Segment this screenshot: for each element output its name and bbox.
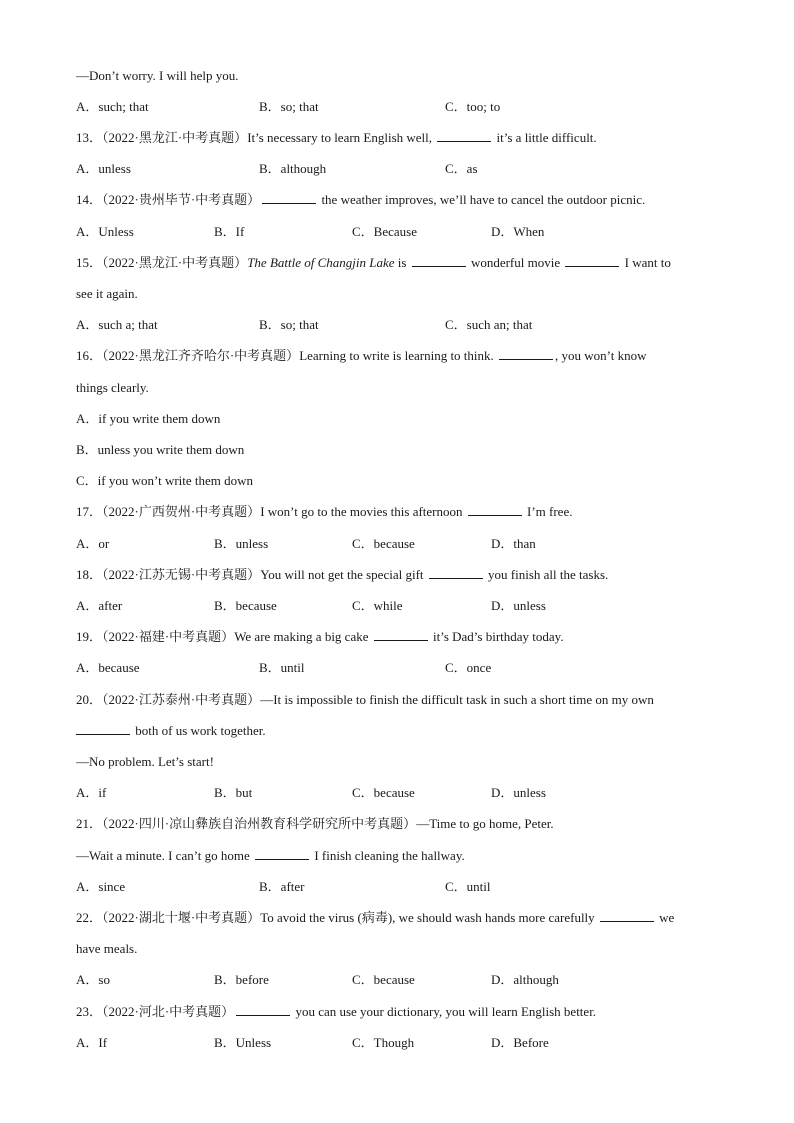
question-18 [76, 567, 608, 583]
movie-title: The Battle of Changjin Lake [247, 255, 395, 270]
question-text: —Time to go home, Peter. [416, 816, 554, 831]
option-b: B．unless you write them down [76, 442, 245, 457]
question-19 [76, 629, 564, 645]
option-b: B．so; that [259, 99, 319, 114]
option-c: C．because [352, 536, 415, 551]
question-text: —It is impossible to finish the difficult task in such a short time on my own [260, 692, 654, 707]
question-text: I want to [624, 255, 671, 270]
option-b: B．Unless [214, 1035, 272, 1050]
option-b: B．If [214, 224, 245, 239]
answer-blank [600, 910, 654, 922]
option-a: A．if [76, 785, 107, 800]
option-b: B．because [214, 598, 277, 613]
question-number: 22． [76, 910, 103, 925]
question-text: is [397, 255, 407, 270]
question-22 [76, 910, 674, 926]
option-d: D．unless [491, 598, 546, 613]
option-a: A．if you write them down [76, 411, 221, 426]
option-d: D．When [491, 224, 545, 239]
option-d: D．although [491, 972, 559, 987]
question-source: （2022·广西贺州·中考真题） [102, 504, 261, 519]
question-number: 20． [76, 692, 103, 707]
answer-blank [255, 848, 309, 860]
option-c: C．Though [352, 1035, 415, 1050]
question-text: It’s necessary to learn English well, [247, 130, 433, 145]
question-12-continuation: —Don’t worry. I will help you. [76, 68, 239, 83]
question-text: we [659, 910, 675, 925]
question-16 [76, 348, 647, 364]
answer-blank [236, 1004, 290, 1016]
answer-blank [499, 348, 553, 360]
option-c: C．until [445, 879, 491, 894]
option-b: B．unless [214, 536, 269, 551]
answer-blank [565, 255, 619, 267]
option-c: C．because [352, 972, 415, 987]
option-a: A．after [76, 598, 123, 613]
question-text: I’m free. [527, 504, 573, 519]
question-23 [76, 1004, 596, 1020]
answer-blank [262, 192, 316, 204]
question-21-line-2 [76, 848, 465, 864]
question-17 [76, 504, 572, 520]
question-source: （2022·河北·中考真题） [102, 1004, 235, 1019]
option-d: D．than [491, 536, 536, 551]
question-text: You will not get the special gift [260, 567, 424, 582]
option-a: A．so [76, 972, 110, 987]
question-text: To avoid the virus (病毒), we should wash hands more carefully [260, 910, 595, 925]
option-c: C．because [352, 785, 415, 800]
question-20 [76, 692, 654, 708]
option-c: C．Because [352, 224, 417, 239]
question-text: both of us work together. [135, 723, 266, 738]
question-number: 16． [76, 348, 103, 363]
question-number: 17． [76, 504, 103, 519]
option-b: B．but [214, 785, 253, 800]
option-b: B．so; that [259, 317, 319, 332]
option-c: C．once [445, 660, 492, 675]
option-c: C．while [352, 598, 403, 613]
option-a: A．Unless [76, 224, 134, 239]
option-c: C．such an; that [445, 317, 533, 332]
option-a: A．such; that [76, 99, 149, 114]
question-source: （2022·黑龙江齐齐哈尔·中考真题） [102, 348, 300, 363]
option-b: B．although [259, 161, 327, 176]
question-number: 13． [76, 130, 103, 145]
question-text: the weather improves, we’ll have to cancel the outdoor picnic. [321, 192, 646, 207]
answer-blank [429, 567, 483, 579]
answer-blank [437, 130, 491, 142]
option-a: A．or [76, 536, 110, 551]
question-text: you can use your dictionary, you will learn English better. [295, 1004, 597, 1019]
question-15 [76, 255, 671, 271]
question-20-line-3: —No problem. Let’s start! [76, 754, 214, 769]
question-20-line-2 [76, 723, 266, 739]
question-source: （2022·湖北十堰·中考真题） [102, 910, 261, 925]
question-22-line-2: have meals. [76, 941, 138, 956]
option-b: B．until [259, 660, 305, 675]
question-source: （2022·江苏泰州·中考真题） [102, 692, 261, 707]
question-source: （2022·福建·中考真题） [102, 629, 235, 644]
option-d: D．Before [491, 1035, 549, 1050]
question-16-line-2: things clearly. [76, 380, 149, 395]
question-text: it’s Dad’s birthday today. [433, 629, 564, 644]
option-b: B．after [259, 879, 305, 894]
question-number: 15． [76, 255, 103, 270]
answer-blank [76, 723, 130, 735]
question-source: （2022·江苏无锡·中考真题） [102, 567, 261, 582]
option-c: C．as [445, 161, 478, 176]
question-number: 14． [76, 192, 103, 207]
question-text: wonderful movie [470, 255, 561, 270]
question-13 [76, 130, 597, 146]
question-number: 21． [76, 816, 103, 831]
option-b: B．before [214, 972, 269, 987]
question-text: it’s a little difficult. [496, 130, 597, 145]
question-source: （2022·黑龙江·中考真题） [102, 130, 248, 145]
question-text: you finish all the tasks. [488, 567, 609, 582]
question-number: 18． [76, 567, 103, 582]
question-14 [76, 192, 645, 208]
option-c: C．if you won’t write them down [76, 473, 254, 488]
question-source: （2022·贵州毕节·中考真题） [102, 192, 261, 207]
question-text: I won’t go to the movies this afternoon [260, 504, 463, 519]
question-21 [76, 816, 554, 832]
question-15-line-2: see it again. [76, 286, 138, 301]
question-source: （2022·黑龙江·中考真题） [102, 255, 248, 270]
option-c: C．too; to [445, 99, 501, 114]
question-number: 19． [76, 629, 103, 644]
question-number: 23． [76, 1004, 103, 1019]
answer-blank [412, 255, 466, 267]
question-text: We are making a big cake [234, 629, 369, 644]
answer-blank [468, 504, 522, 516]
question-text: —Wait a minute. I can’t go home [76, 848, 250, 863]
option-a: A．such a; that [76, 317, 158, 332]
option-a: A．If [76, 1035, 108, 1050]
answer-blank [374, 629, 428, 641]
option-a: A．unless [76, 161, 131, 176]
question-source: （2022·四川·凉山彝族自治州教育科学研究所中考真题） [102, 816, 417, 831]
option-a: A．since [76, 879, 126, 894]
question-text: I finish cleaning the hallway. [314, 848, 465, 863]
option-a: A．because [76, 660, 140, 675]
question-text: Learning to write is learning to think. [299, 348, 494, 363]
question-text: , you won’t know [555, 348, 647, 363]
option-d: D．unless [491, 785, 546, 800]
